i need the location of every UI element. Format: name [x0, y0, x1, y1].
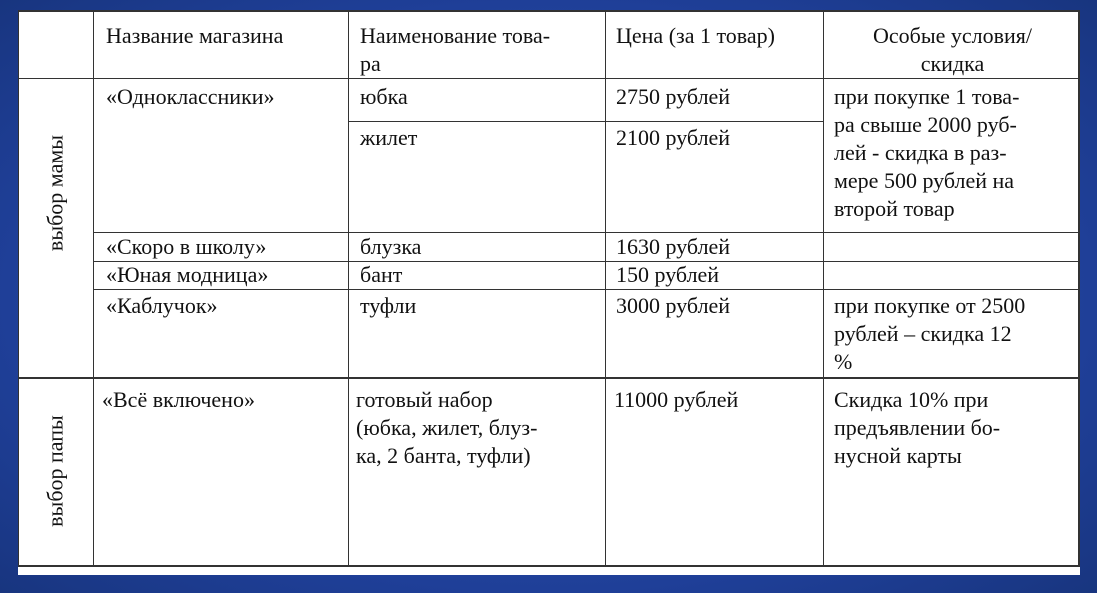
cell-item: блузка — [360, 234, 422, 259]
group-divider — [18, 377, 1080, 379]
table-border-right — [1078, 10, 1080, 567]
header-store: Название магазина — [106, 23, 284, 48]
col-divider — [605, 10, 606, 567]
cell-terms: при покупке 1 това- ра свыше 2000 руб- лей - скидка в раз- мере 500 рублей на второй товар — [834, 84, 1020, 221]
cell-price: 3000 рублей — [616, 293, 731, 318]
col-divider — [93, 10, 94, 567]
price-table — [18, 10, 1080, 575]
cell-store: «Юная модница» — [106, 262, 269, 287]
cell-store: «Каблучок» — [106, 293, 218, 318]
header-divider — [18, 78, 1080, 79]
cell-price: 11000 рублей — [614, 387, 739, 412]
header-item: Наименование това- ра — [360, 23, 551, 76]
col-divider — [823, 10, 824, 567]
table-border-bottom — [18, 565, 1080, 567]
cell-item: туфли — [360, 293, 417, 318]
cell-item: готовый набор (юбка, жилет, блуз- ка, 2 банта, туфли) — [356, 387, 538, 468]
header-price: Цена (за 1 товар) — [616, 23, 775, 48]
cell-terms: при покупке от 2500 рублей – скидка 12 % — [834, 293, 1026, 374]
group-label-dad: выбор папы — [42, 415, 68, 527]
row-divider — [348, 121, 823, 122]
group-label-mom: выбор мамы — [42, 134, 68, 252]
cell-terms: Скидка 10% при предъявлении бо- нусной карты — [834, 387, 1001, 468]
cell-price: 150 рублей — [616, 262, 720, 287]
table-border-left — [18, 10, 19, 567]
cell-price: 1630 рублей — [616, 234, 731, 259]
cell-item: бант — [360, 262, 403, 287]
cell-store: «Скоро в школу» — [106, 234, 267, 259]
cell-price: 2750 рублей — [616, 84, 731, 109]
cell-store: «Одноклассники» — [106, 84, 275, 109]
cell-store: «Всё включено» — [102, 387, 255, 412]
row-divider — [93, 289, 1080, 290]
table-border-top — [18, 10, 1080, 12]
cell-item: жилет — [360, 125, 418, 150]
cell-item: юбка — [360, 84, 408, 109]
cell-price: 2100 рублей — [616, 125, 731, 150]
header-terms: Особые условия/ скидка — [872, 23, 1033, 76]
col-divider — [348, 10, 349, 567]
